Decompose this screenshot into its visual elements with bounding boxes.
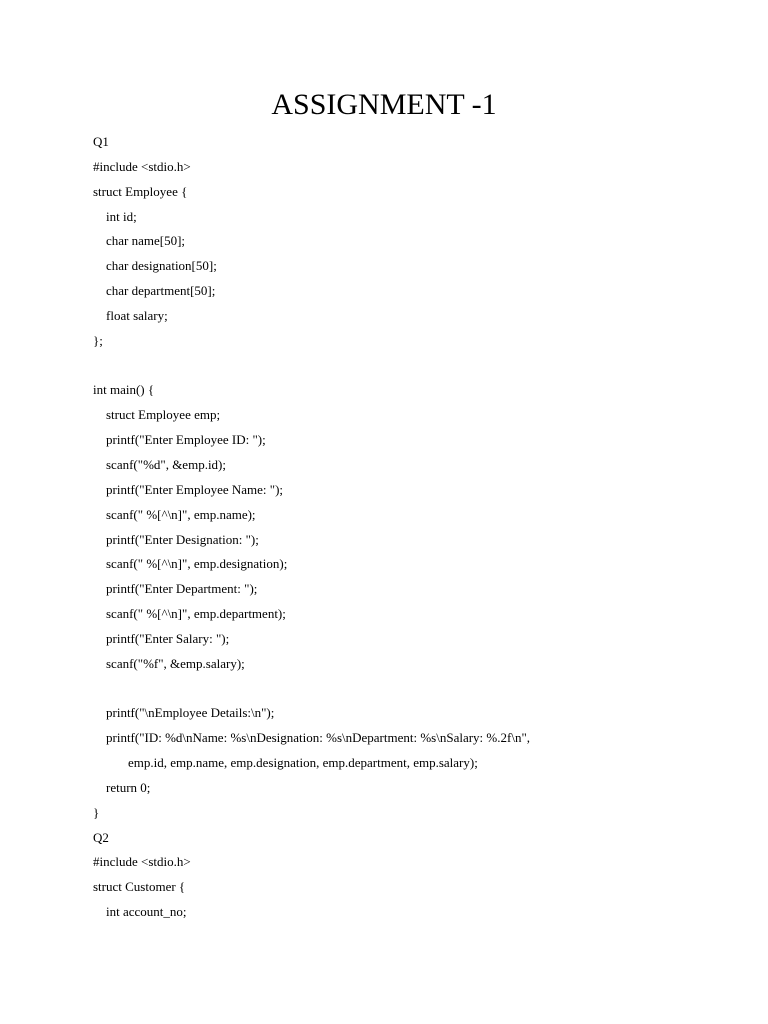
code-line: Q2 (93, 829, 109, 845)
code-line: char department[50]; (106, 283, 216, 299)
code-line: struct Employee { (93, 183, 188, 199)
code-line: printf("Enter Salary: "); (106, 630, 230, 646)
page-title: ASSIGNMENT -1 (271, 88, 497, 121)
code-line: printf("Enter Department: "); (106, 581, 258, 597)
code-line: printf("Enter Designation: "); (106, 531, 259, 547)
blank-line (93, 354, 733, 379)
code-line: emp.id, emp.name, emp.designation, emp.department, emp.salary); (128, 755, 478, 771)
code-line: char designation[50]; (106, 258, 217, 274)
code-line: scanf(" %[^\n]", emp.department); (106, 606, 286, 622)
code-line: scanf(" %[^\n]", emp.name); (106, 506, 256, 522)
blank-line (93, 677, 733, 702)
code-line: printf("Enter Employee ID: "); (106, 432, 266, 448)
code-line: #include <stdio.h> (93, 158, 191, 174)
code-line: char name[50]; (106, 233, 186, 249)
code-line: printf("\nEmployee Details:\n"); (106, 705, 275, 721)
code-line: int main() { (93, 382, 155, 398)
code-line: #include <stdio.h> (93, 854, 191, 870)
code-line: struct Customer { (93, 879, 186, 895)
code-line: printf("ID: %d\nName: %s\nDesignation: %s\nDepartment: %s\nSalary: %.2f\n", (106, 730, 530, 746)
code-line: int account_no; (106, 904, 187, 920)
code-line: scanf(" %[^\n]", emp.designation); (106, 556, 288, 572)
code-line: scanf("%f", &emp.salary); (106, 655, 245, 671)
code-line: Q1 (93, 134, 109, 149)
code-line: return 0; (106, 779, 151, 795)
code-line: int id; (106, 208, 137, 224)
code-line: } (93, 804, 100, 820)
code-line: }; (93, 332, 103, 348)
code-line: struct Employee emp; (106, 407, 221, 423)
code-listing (93, 130, 733, 925)
code-line: printf("Enter Employee Name: "); (106, 481, 284, 497)
code-line: float salary; (106, 307, 168, 323)
code-line: scanf("%d", &emp.id); (106, 456, 226, 472)
